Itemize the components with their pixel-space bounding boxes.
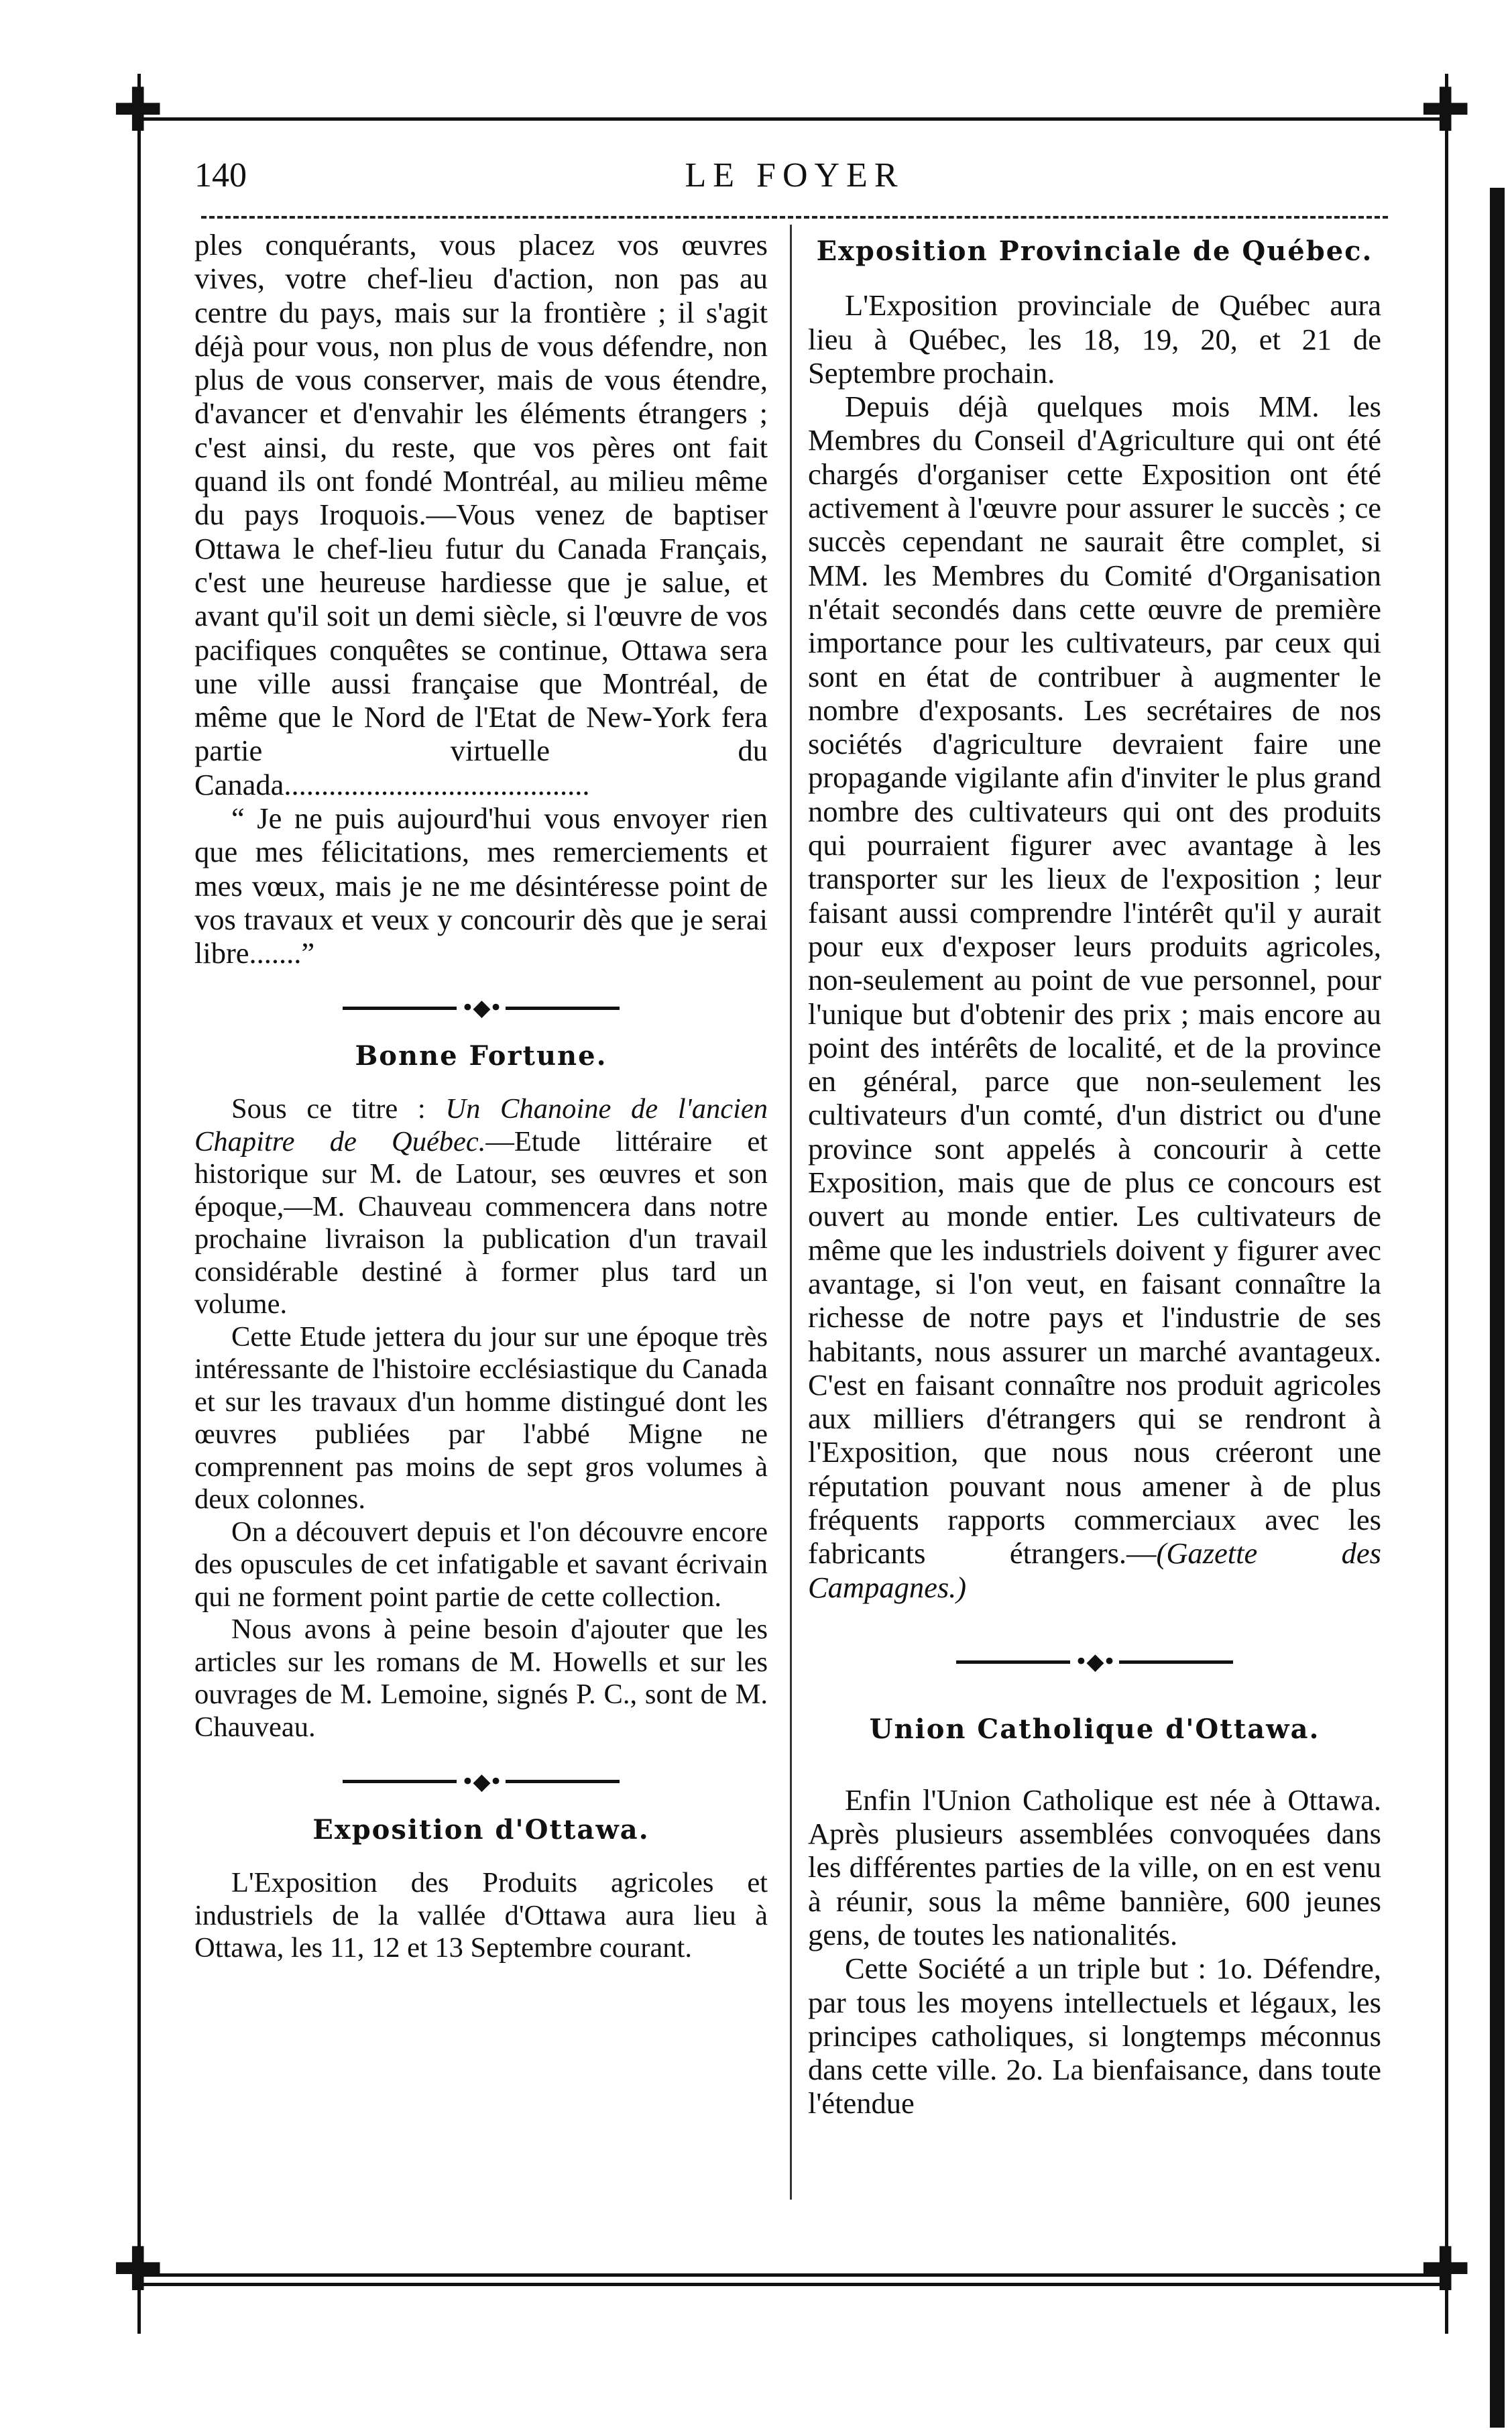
frame-bottom-rule-2 [137,2283,1448,2286]
exposition-quebec-paragraph-1: L'Exposition provinciale de Québec aura lieu à Québec, les 18, 19, 20, et 21 de Septembre prochain. [808,288,1381,390]
exposition-quebec-paragraph-2: Depuis déjà quelques mois MM. les Membres du Conseil d'Agriculture qui ont été chargés d'organiser cette Exposition ont été activement à l'œuvre pour assurer le succès ; ce succès cependant ne saurait être complet, si MM. les Membres du Comité d'Organisation n'était secondés dans cette œuvre de première importance pour les cultivateurs, par ceux qui sont en état de contribuer à augmenter le nombre d'exposants. Les secrétaires de nos sociétés d'agriculture devraient faire une propagande vigilante afin d'inviter le plus grand nombre des cultivateurs qui ont des produits qui pourraient figurer avec avantage à les transporter sur les lieux de l'exposition ; leur faisant aussi comprendre l'intérêt qu'il y aurait pour eux d'exposer leurs produits agricoles, non-seulement au point de vue personnel, pour l'unique but d'obtenir des prix ; mais encore au point des intérêts de localité, et de la province en général, parce que non-seulement les cultivateurs d'un comté, d'un district ou d'une province sont appelés à concourir à cette Exposition, mais que de plus ce concours est ouvert au monde entier. Les cultivateurs de même que les industriels doivent y figurer avec avantage, si l'on veut, en faisant connaître la richesse de notre pays et l'industrie de ses habitants, nous assurer un marché avantageux. C'est en faisant connaître nos produit agricoles aux milliers d'étrangers qui se rendront à l'Exposition, que nous nous créeront une réputation pouvant nous amener à de plus fréquents rapports commerciaux avec les fabricants étrangers.—(Gazette des Campagnes.) [808,390,1381,1604]
corner-ornament-top-right: ✚ [1420,75,1471,146]
journal-title: LE FOYER [685,156,905,194]
section-separator-ornament: •◆• [194,990,768,1025]
frame-right-rule [1445,74,1448,2334]
union-catholique-paragraph-2: Cette Société a un triple but : 1o. Défendre, par tous les moyens intellectuels et légaux, les principes catholiques, si longtemps méconnus dans cette ville. 2o. La bienfaisance, dans toute l'étendue [808,1951,1381,2120]
frame-top-rule [137,117,1448,121]
frame-right-thick-bar [1490,188,1505,2428]
bonne-fortune-paragraph-2: Cette Etude jettera du jour sur une époque très intéressante de l'histoire ecclésiastique du Canada et sur les travaux d'un homme distingué dont les œuvres publiées par l'abbé Migne ne comprennent pas moins de sept gros volumes à deux colonnes. [194,1320,768,1516]
section-separator-ornament: •◆• [808,1644,1381,1679]
bonne-fortune-paragraph-4: Nous avons à peine besoin d'ajouter que les articles sur les romans de M. Howells et sur les ouvrages de M. Lemoine, signés P. C., sont de M. Chauveau. [194,1613,768,1743]
bonne-fortune-paragraph-3: On a découvert depuis et l'on découvre encore des opuscules de cet infatigable et savant écrivain qui ne forment point partie de cette collection. [194,1516,768,1613]
corner-ornament-bottom-right: ✚ [1420,2234,1471,2305]
frame-bottom-rule [137,2273,1448,2277]
section-title-exposition-ottawa: Exposition d'Ottawa. [312,1814,650,1846]
page-header [194,156,1395,209]
right-column [808,228,1381,2120]
section-separator-ornament: •◆• [194,1764,768,1799]
source-citation: (Gazette des Campagnes.) [808,1536,1381,1604]
header-dashed-rule [201,216,1388,219]
left-column [194,228,768,1965]
union-catholique-paragraph-1: Enfin l'Union Catholique est née à Ottawa. Après plusieurs assemblées convoquées dans les différentes parties de la ville, on en est venu à réunir, sous la même bannière, 600 jeunes gens, de toutes les nationalités. [808,1782,1381,1951]
article-closing-quote: “ Je ne puis aujourd'hui vous envoyer rien que mes félicitations, mes remerciements et mes vœux, mais je ne me désintéresse point de vos travaux et veux y concourir dès que je serai libre.......” [194,801,768,970]
exposition-ottawa-paragraph: L'Exposition des Produits agricoles et industriels de la vallée d'Ottawa aura lieu à Ottawa, les 11, 12 et 13 Septembre courant. [194,1867,768,1964]
article-continuation-paragraph: ples conquérants, vous placez vos œuvres vives, votre chef-lieu d'action, non pas au centre du pays, mais sur la frontière ; il s'agit déjà pour vous, non plus de vous défendre, non plus de vous conserver, mais de vous étendre, d'avancer et d'envahir les éléments étrangers ; c'est ainsi, du reste, que vos pères ont fait quand ils ont fondé Montréal, au milieu même du pays Iroquois.—Vous venez de baptiser Ottawa le chef-lieu futur du Canada Français, c'est une heureuse hardiesse que je salue, et avant qu'il soit un demi siècle, si l'œuvre de vos pacifiques conquêtes se continue, Ottawa sera une ville aussi française que Montréal, de même que le Nord de l'Etat de New-York fera partie virtuelle du Canada......................................... [194,228,768,801]
page-number: 140 [194,156,247,194]
corner-ornament-bottom-left: ✚ [113,2234,164,2305]
frame-left-rule [137,74,141,2334]
section-title-bonne-fortune: Bonne Fortune. [355,1040,607,1072]
section-title-exposition-quebec: Exposition Provinciale de Québec. [816,235,1373,267]
section-title-union-catholique: Union Catholique d'Ottawa. [869,1713,1320,1745]
corner-ornament-top-left: ✚ [113,75,164,146]
bonne-fortune-paragraph-1: Sous ce titre : Un Chanoine de l'ancien Chapitre de Québec.—Etude littéraire et historique sur M. de Latour, ses œuvres et son époque,—M. Chauveau commencera dans notre prochaine livraison la publication d'un travail considérable destiné à former plus tard un volume. [194,1093,768,1320]
column-divider [790,225,792,2200]
